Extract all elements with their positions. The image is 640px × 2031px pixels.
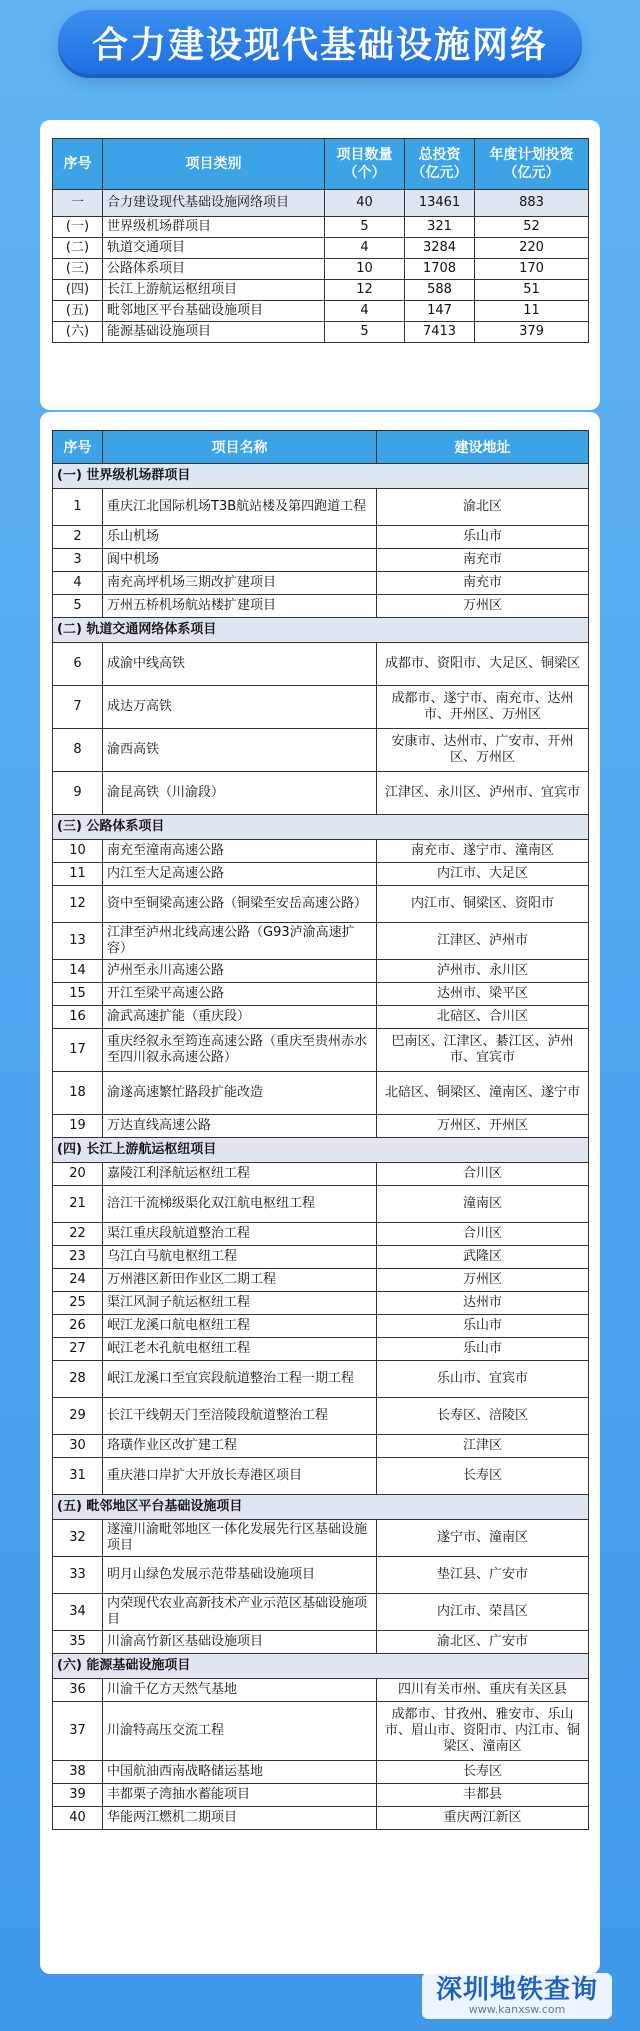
project-name: 渝遂高速繁忙路段扩能改造 <box>103 1072 377 1115</box>
summary-cell: (四) <box>53 280 103 301</box>
project-number: 35 <box>53 1631 103 1654</box>
project-location: 成都市、遂宁市、南充市、达州市、开州区、万州区 <box>377 686 589 729</box>
project-row <box>53 1072 589 1115</box>
project-location: 成都市、资阳市、大足区、铜梁区 <box>377 643 589 686</box>
project-row <box>53 1361 589 1398</box>
project-name: 南充高坪机场三期改扩建项目 <box>103 572 377 595</box>
project-location: 南充市 <box>377 549 589 572</box>
project-number: 25 <box>53 1292 103 1315</box>
project-row <box>53 1784 589 1807</box>
summary-header-cell: 总投资（亿元） <box>405 139 475 190</box>
project-number: 12 <box>53 886 103 923</box>
project-row <box>53 1269 589 1292</box>
project-number: 28 <box>53 1361 103 1398</box>
summary-header-cell: 项目数量（个） <box>325 139 405 190</box>
project-number: 33 <box>53 1557 103 1594</box>
project-number: 6 <box>53 643 103 686</box>
project-name: 万州港区新田作业区二期工程 <box>103 1269 377 1292</box>
project-row <box>53 1594 589 1631</box>
project-name: 内荣现代农业高新技术产业示范区基础设施项目 <box>103 1594 377 1631</box>
project-row <box>53 1435 589 1458</box>
project-location: 内江市、大足区 <box>377 863 589 886</box>
project-number: 34 <box>53 1594 103 1631</box>
summary-table <box>52 138 589 343</box>
project-number: 38 <box>53 1761 103 1784</box>
project-number: 7 <box>53 686 103 729</box>
project-name: 长江干线朝天门至涪陵段航道整治工程 <box>103 1398 377 1435</box>
project-header-cell: 建设地址 <box>377 431 589 464</box>
project-number: 36 <box>53 1679 103 1702</box>
summary-cell: 40 <box>325 190 405 217</box>
project-number: 27 <box>53 1338 103 1361</box>
summary-row <box>53 280 589 301</box>
project-row <box>53 923 589 960</box>
summary-row <box>53 322 589 343</box>
project-row <box>53 1702 589 1761</box>
project-name: 成达万高铁 <box>103 686 377 729</box>
project-name: 丰都栗子湾抽水蓄能项目 <box>103 1784 377 1807</box>
project-number: 31 <box>53 1458 103 1495</box>
project-row <box>53 549 589 572</box>
project-location: 长寿区 <box>377 1458 589 1495</box>
project-name: 乐山机场 <box>103 526 377 549</box>
project-name: 渝武高速扩能（重庆段） <box>103 1006 377 1029</box>
category-row <box>53 464 589 489</box>
summary-cell: 3284 <box>405 238 475 259</box>
project-row <box>53 1029 589 1072</box>
project-row <box>53 686 589 729</box>
project-number: 4 <box>53 572 103 595</box>
project-number: 22 <box>53 1223 103 1246</box>
page-title: 合力建设现代基础设施网络 <box>91 24 548 66</box>
project-number: 30 <box>53 1435 103 1458</box>
project-row <box>53 1315 589 1338</box>
project-name: 江津至泸州北线高速公路（G93泸渝高速扩容） <box>103 923 377 960</box>
project-row <box>53 572 589 595</box>
project-location: 南充市、遂宁市、潼南区 <box>377 840 589 863</box>
project-row <box>53 983 589 1006</box>
project-location: 万州区 <box>377 1269 589 1292</box>
category-title: (三) 公路体系项目 <box>53 815 589 840</box>
project-location: 渝北区、广安市 <box>377 1631 589 1654</box>
category-title: (四) 长江上游航运枢纽项目 <box>53 1138 589 1163</box>
project-number: 20 <box>53 1163 103 1186</box>
project-row <box>53 1458 589 1495</box>
category-title: (二) 轨道交通网络体系项目 <box>53 618 589 643</box>
category-title: (一) 世界级机场群项目 <box>53 464 589 489</box>
site-watermark <box>422 1973 612 2019</box>
summary-cell: 4 <box>325 238 405 259</box>
project-location: 江津区 <box>377 1435 589 1458</box>
summary-cell: 883 <box>475 190 589 217</box>
project-location: 达州市 <box>377 1292 589 1315</box>
summary-cell: 51 <box>475 280 589 301</box>
project-name: 遂潼川渝毗邻地区一体化发展先行区基础设施项目 <box>103 1520 377 1557</box>
project-number: 23 <box>53 1246 103 1269</box>
project-row <box>53 863 589 886</box>
summary-header-row <box>53 139 589 190</box>
project-number: 11 <box>53 863 103 886</box>
project-name: 渠江重庆段航道整治工程 <box>103 1223 377 1246</box>
project-location: 南充市 <box>377 572 589 595</box>
summary-cell: 5 <box>325 217 405 238</box>
project-number: 5 <box>53 595 103 618</box>
project-name: 重庆江北国际机场T3B航站楼及第四跑道工程 <box>103 489 377 526</box>
project-name: 渝西高铁 <box>103 729 377 772</box>
project-table <box>52 430 589 1830</box>
project-row <box>53 489 589 526</box>
project-number: 24 <box>53 1269 103 1292</box>
summary-card <box>40 120 600 410</box>
project-location: 乐山市 <box>377 1315 589 1338</box>
project-row <box>53 643 589 686</box>
project-row <box>53 1115 589 1138</box>
project-location: 乐山市、宜宾市 <box>377 1361 589 1398</box>
summary-cell: 220 <box>475 238 589 259</box>
project-name: 乌江白马航电枢纽工程 <box>103 1246 377 1269</box>
summary-cell: 147 <box>405 301 475 322</box>
project-location: 江津区、永川区、泸州市、宜宾市 <box>377 772 589 815</box>
category-title: (五) 毗邻地区平台基础设施项目 <box>53 1495 589 1520</box>
project-name: 渠江风洞子航运枢纽工程 <box>103 1292 377 1315</box>
summary-row <box>53 217 589 238</box>
project-name: 嘉陵江利泽航运枢纽工程 <box>103 1163 377 1186</box>
project-location: 重庆两江新区 <box>377 1807 589 1830</box>
project-name: 川渝千亿方天然气基地 <box>103 1679 377 1702</box>
project-row <box>53 1223 589 1246</box>
summary-cell: 4 <box>325 301 405 322</box>
project-name: 南充至潼南高速公路 <box>103 840 377 863</box>
summary-cell: 1708 <box>405 259 475 280</box>
project-location: 四川有关市州、重庆有关区县 <box>377 1679 589 1702</box>
summary-cell: 52 <box>475 217 589 238</box>
project-row <box>53 1338 589 1361</box>
project-name: 中国航油西南战略储运基地 <box>103 1761 377 1784</box>
project-location: 达州市、梁平区 <box>377 983 589 1006</box>
project-name: 资中至铜梁高速公路（铜梁至安岳高速公路） <box>103 886 377 923</box>
project-header-cell: 项目名称 <box>103 431 377 464</box>
project-name: 涪江干流梯级渠化双江航电枢纽工程 <box>103 1186 377 1223</box>
project-name: 川渝高竹新区基础设施项目 <box>103 1631 377 1654</box>
summary-row <box>53 190 589 217</box>
project-row <box>53 1292 589 1315</box>
project-location: 合川区 <box>377 1223 589 1246</box>
summary-cell: 5 <box>325 322 405 343</box>
project-number: 14 <box>53 960 103 983</box>
project-row <box>53 1631 589 1654</box>
project-location: 安康市、达州市、广安市、开州区、万州区 <box>377 729 589 772</box>
summary-cell: 轨道交通项目 <box>103 238 325 259</box>
project-number: 37 <box>53 1702 103 1761</box>
project-location: 万州区 <box>377 595 589 618</box>
project-header-row <box>53 431 589 464</box>
project-number: 2 <box>53 526 103 549</box>
project-number: 39 <box>53 1784 103 1807</box>
project-row <box>53 1679 589 1702</box>
project-number: 3 <box>53 549 103 572</box>
project-number: 29 <box>53 1398 103 1435</box>
project-list-card <box>40 412 600 1974</box>
project-name: 岷江龙溪口航电枢纽工程 <box>103 1315 377 1338</box>
project-row <box>53 840 589 863</box>
project-location: 万州区、开州区 <box>377 1115 589 1138</box>
project-location: 武隆区 <box>377 1246 589 1269</box>
project-location: 泸州市、永川区 <box>377 960 589 983</box>
project-location: 丰都县 <box>377 1784 589 1807</box>
summary-cell: 一 <box>53 190 103 217</box>
project-number: 19 <box>53 1115 103 1138</box>
category-row <box>53 1138 589 1163</box>
category-row <box>53 1495 589 1520</box>
project-number: 10 <box>53 840 103 863</box>
project-location: 乐山市 <box>377 526 589 549</box>
category-row <box>53 815 589 840</box>
project-location: 渝北区 <box>377 489 589 526</box>
project-location: 巴南区、江津区、綦江区、泸州市、宜宾市 <box>377 1029 589 1072</box>
project-row <box>53 1163 589 1186</box>
project-name: 渝昆高铁（川渝段） <box>103 772 377 815</box>
project-name: 重庆经叙永至筠连高速公路（重庆至贵州赤水至四川叙永高速公路） <box>103 1029 377 1072</box>
summary-row <box>53 259 589 280</box>
watermark-text: 深圳地铁查询 <box>435 1975 598 2005</box>
summary-cell: (二) <box>53 238 103 259</box>
summary-cell: 170 <box>475 259 589 280</box>
project-location: 垫江县、广安市 <box>377 1557 589 1594</box>
project-row <box>53 1006 589 1029</box>
project-name: 阆中机场 <box>103 549 377 572</box>
project-number: 32 <box>53 1520 103 1557</box>
project-number: 15 <box>53 983 103 1006</box>
summary-cell: 10 <box>325 259 405 280</box>
project-location: 潼南区 <box>377 1186 589 1223</box>
summary-header-cell: 项目类别 <box>103 139 325 190</box>
project-row <box>53 1761 589 1784</box>
project-name: 万达直线高速公路 <box>103 1115 377 1138</box>
project-header-cell: 序号 <box>53 431 103 464</box>
summary-cell: 13461 <box>405 190 475 217</box>
project-location: 成都市、甘孜州、雅安市、乐山市、眉山市、资阳市、内江市、铜梁区、潼南区 <box>377 1702 589 1761</box>
summary-cell: 12 <box>325 280 405 301</box>
summary-cell: 7413 <box>405 322 475 343</box>
project-name: 华能两江燃机二期项目 <box>103 1807 377 1830</box>
project-name: 明月山绿色发展示范带基础设施项目 <box>103 1557 377 1594</box>
summary-cell: (五) <box>53 301 103 322</box>
summary-cell: 588 <box>405 280 475 301</box>
title-banner <box>58 10 582 74</box>
project-number: 9 <box>53 772 103 815</box>
category-title: (六) 能源基础设施项目 <box>53 1654 589 1679</box>
project-row <box>53 1520 589 1557</box>
category-row <box>53 618 589 643</box>
summary-cell: (六) <box>53 322 103 343</box>
project-number: 21 <box>53 1186 103 1223</box>
project-location: 长寿区 <box>377 1761 589 1784</box>
project-location: 乐山市 <box>377 1338 589 1361</box>
category-row <box>53 1654 589 1679</box>
project-number: 8 <box>53 729 103 772</box>
summary-cell: 能源基础设施项目 <box>103 322 325 343</box>
summary-cell: 长江上游航运枢纽项目 <box>103 280 325 301</box>
summary-cell: 379 <box>475 322 589 343</box>
summary-cell: 毗邻地区平台基础设施项目 <box>103 301 325 322</box>
project-name: 岷江龙溪口至宜宾段航道整治工程一期工程 <box>103 1361 377 1398</box>
project-row <box>53 886 589 923</box>
project-location: 江津区、泸州市 <box>377 923 589 960</box>
project-location: 内江市、荣昌区 <box>377 1594 589 1631</box>
project-row <box>53 1807 589 1830</box>
summary-cell: 合力建设现代基础设施网络项目 <box>103 190 325 217</box>
summary-cell: 世界级机场群项目 <box>103 217 325 238</box>
project-row <box>53 1398 589 1435</box>
project-row <box>53 1186 589 1223</box>
project-location: 北碚区、铜梁区、潼南区、遂宁市 <box>377 1072 589 1115</box>
project-number: 40 <box>53 1807 103 1830</box>
project-number: 13 <box>53 923 103 960</box>
summary-cell: 321 <box>405 217 475 238</box>
project-number: 17 <box>53 1029 103 1072</box>
project-location: 内江市、铜梁区、资阳市 <box>377 886 589 923</box>
summary-cell: 公路体系项目 <box>103 259 325 280</box>
project-number: 26 <box>53 1315 103 1338</box>
project-number: 1 <box>53 489 103 526</box>
project-location: 遂宁市、潼南区 <box>377 1520 589 1557</box>
project-row <box>53 729 589 772</box>
project-name: 珞璜作业区改扩建工程 <box>103 1435 377 1458</box>
project-name: 成渝中线高铁 <box>103 643 377 686</box>
summary-header-cell: 年度计划投资（亿元） <box>475 139 589 190</box>
project-row <box>53 526 589 549</box>
project-location: 长寿区、涪陵区 <box>377 1398 589 1435</box>
project-name: 开江至梁平高速公路 <box>103 983 377 1006</box>
project-row <box>53 772 589 815</box>
project-name: 泸州至永川高速公路 <box>103 960 377 983</box>
summary-row <box>53 238 589 259</box>
project-row <box>53 960 589 983</box>
summary-row <box>53 301 589 322</box>
project-location: 合川区 <box>377 1163 589 1186</box>
watermark-url: www.kanxsw.com <box>468 2003 566 2016</box>
project-location: 北碚区、合川区 <box>377 1006 589 1029</box>
summary-cell: (三) <box>53 259 103 280</box>
project-row <box>53 595 589 618</box>
project-name: 内江至大足高速公路 <box>103 863 377 886</box>
project-name: 万州五桥机场航站楼扩建项目 <box>103 595 377 618</box>
summary-cell: (一) <box>53 217 103 238</box>
project-row <box>53 1246 589 1269</box>
project-number: 16 <box>53 1006 103 1029</box>
project-row <box>53 1557 589 1594</box>
project-name: 重庆港口岸扩大开放长寿港区项目 <box>103 1458 377 1495</box>
summary-cell: 11 <box>475 301 589 322</box>
project-name: 岷江老木孔航电枢纽工程 <box>103 1338 377 1361</box>
project-name: 川渝特高压交流工程 <box>103 1702 377 1761</box>
summary-header-cell: 序号 <box>53 139 103 190</box>
project-number: 18 <box>53 1072 103 1115</box>
